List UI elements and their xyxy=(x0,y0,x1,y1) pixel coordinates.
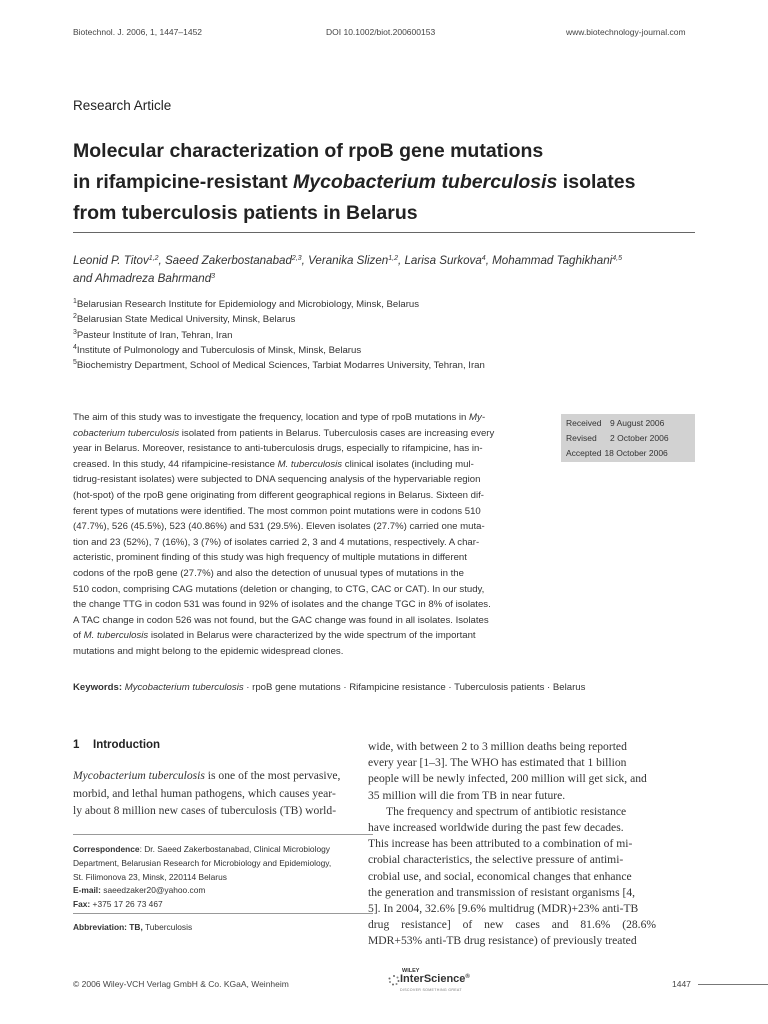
article-type: Research Article xyxy=(73,98,172,113)
affiliation-number: 2 xyxy=(73,313,77,321)
affiliation xyxy=(73,297,698,312)
body-line: The frequency and spectrum of antibiotic resistance xyxy=(386,804,627,818)
abstract-line: (hot-spot) of the rpoB gene originating from different geographical regions in Belarus. Sixteen dif- xyxy=(73,489,484,501)
separator: , xyxy=(158,254,165,267)
keywords xyxy=(73,682,698,693)
section-title: Introduction xyxy=(93,739,161,751)
body-line: morbid, and lethal human pathogens, which causes year- xyxy=(73,786,336,800)
author-affiliation: 1,2 xyxy=(148,255,159,262)
affiliation-text: Biochemistry Department, School of Medical Sciences, Tarbiat Modarres University, Tehran, Iran xyxy=(76,360,485,372)
journal-url[interactable]: www.biotechnology-journal.com xyxy=(566,27,686,37)
author: Ahmadreza Bahrmand xyxy=(95,272,212,285)
abstract-text: isolated from patients in Belarus. Tuberculosis cases are increasing every xyxy=(179,427,495,439)
body-text: is one of the most pervasive, xyxy=(204,769,341,782)
received-dates-box xyxy=(561,414,695,462)
species-name: M. tuberculosis xyxy=(83,630,149,642)
abstract xyxy=(73,410,543,660)
body-line: have increased worldwide during the past few decades. xyxy=(368,821,624,835)
body-line: 35 million will die from TB in near future. xyxy=(368,788,566,802)
species-name: My- xyxy=(469,412,486,423)
author-line-1 xyxy=(73,252,698,270)
logo-wordmark xyxy=(400,973,470,985)
author: Veranika Slizen xyxy=(308,254,389,267)
correspondence-text: : Dr. Saeed Zakerbostanabad, Clinical Microbiology xyxy=(139,844,330,854)
affiliation-number: 4 xyxy=(73,343,77,351)
author-affiliation: 4 xyxy=(481,255,486,262)
separator: , xyxy=(397,254,405,267)
affiliation xyxy=(73,328,698,343)
abstract-line: the change TTG in codon 531 was found in 92% of isolates and the change TGC in 8% of isolates. xyxy=(73,599,491,611)
abstract-text: clinical isolates (including mul- xyxy=(342,458,474,470)
affiliation-text: Institute of Pulmonology and Tuberculosis of Minsk, Minsk, Belarus xyxy=(76,344,362,356)
abstract-line: ferent types of mutations were identified. The most common point mutations were in codons 510 xyxy=(73,505,481,517)
author-affiliation: 3 xyxy=(211,273,216,280)
abstract-line: mutations and might belong to the epidemic widespread clones. xyxy=(73,645,344,657)
keyword: Mycobacterium tuberculosis xyxy=(124,682,244,693)
author: Larisa Surkova xyxy=(404,254,482,267)
abstract-line xyxy=(73,628,543,644)
author: Saeed Zakerbostanabad xyxy=(164,254,292,267)
abstract-text: of xyxy=(73,630,84,642)
footnote-divider xyxy=(73,913,373,914)
author-affiliation: 4,5 xyxy=(612,255,622,262)
abstract-line xyxy=(73,457,543,473)
abstract-line xyxy=(73,410,543,426)
abstract-line xyxy=(73,426,543,442)
footnote-divider xyxy=(73,834,373,835)
species-name: cobacterium tuberculosis xyxy=(73,427,180,439)
abbreviation-text: Tuberculosis xyxy=(142,922,193,932)
keyword-list: · rpoB gene mutations · Rifampicine resistance · Tuberculosis patients · Belarus xyxy=(243,682,586,693)
body-right-column xyxy=(368,739,698,950)
interscience-logo xyxy=(388,968,498,998)
affiliation-number: 5 xyxy=(73,359,77,367)
abbreviation-label: Abbreviation: TB, xyxy=(73,922,143,932)
affiliation-number: 3 xyxy=(73,328,77,336)
footer-rule xyxy=(698,984,768,985)
received-row xyxy=(566,418,664,428)
body-line: MDR+53% anti-TB drug resistance) of previously treated xyxy=(368,934,637,948)
dot-swirl-icon xyxy=(388,974,400,986)
title-line-1: Molecular characterization of rpoB gene mutations xyxy=(73,140,544,162)
correspondence-line: Department, Belarusian Research for Microbiology and Epidemiology, xyxy=(73,857,332,868)
revised-row xyxy=(566,433,669,443)
title-text: in rifampicine-resistant xyxy=(73,171,293,193)
separator: , xyxy=(485,254,493,267)
abstract-line: tidrug-resistant isolates) were subjected to DNA sequencing analysis of the hypervariable region xyxy=(73,474,481,486)
body-line: This increase has been attributed to a combination of mi- xyxy=(368,837,633,851)
affiliation xyxy=(73,312,698,327)
page-number: 1447 xyxy=(672,979,691,989)
body-line: crobial characteristics, the selective pressure of antimi- xyxy=(368,853,624,867)
body-line: people will be newly infected, 200 million will get sick, and xyxy=(368,772,647,786)
received-label: Received xyxy=(566,418,602,428)
article-title xyxy=(73,136,713,229)
body-line: the generation and transmission of resistant organisms [4, xyxy=(368,885,636,899)
copyright: © 2006 Wiley-VCH Verlag GmbH & Co. KGaA, Weinheim xyxy=(73,979,289,989)
correspondence-note xyxy=(73,843,373,912)
abstract-line: A TAC change in codon 526 was not found, but the GAC change was found in all isolates. Isolates xyxy=(73,614,489,626)
accepted-date: 18 October 2006 xyxy=(604,448,668,458)
body-line: drug resistance] of new cases and 81.6% (28.6% xyxy=(368,918,657,932)
title-species: Mycobacterium tuberculosis xyxy=(292,171,558,193)
separator: , xyxy=(301,254,309,267)
journal-citation: Biotechnol. J. 2006, 1, 1447–1452 xyxy=(73,27,203,37)
body-line: ly about 8 million new cases of tuberculosis (TB) world- xyxy=(73,804,337,818)
abstract-text: isolated in Belarus were characterized by the wide spectrum of the important xyxy=(148,630,476,642)
fax-number: +375 17 26 73 467 xyxy=(90,899,163,910)
received-date: 9 August 2006 xyxy=(610,418,665,428)
affiliation-text: Pasteur Institute of Iran, Tehran, Iran xyxy=(76,329,233,341)
affiliation-list xyxy=(73,297,698,373)
title-line-3: from tuberculosis patients in Belarus xyxy=(73,202,418,224)
body-line: every year [1–3]. The WHO has estimated that 1 billion xyxy=(368,756,627,770)
affiliation-text: Belarusian Research Institute for Epidemiology and Microbiology, Minsk, Belarus xyxy=(76,299,420,310)
abstract-line: tion and 23 (52%), 7 (16%), 3 (7%) of isolates carried 2, 3 and 4 mutations, respectively. A char- xyxy=(73,536,480,548)
affiliation-number: 1 xyxy=(73,298,77,305)
abstract-line: codons of the rpoB gene (27.7%) and also the detection of unusual types of mutations in the xyxy=(73,567,464,579)
species-name: M. tuberculosis xyxy=(277,458,343,470)
abstract-text: creased. In this study, 44 rifampicine-resistance xyxy=(73,458,278,470)
fax-label: Fax: xyxy=(73,899,91,910)
revised-date: 2 October 2006 xyxy=(610,433,669,443)
affiliation xyxy=(73,343,698,358)
body-line: 5]. In 2004, 32.6% [9.6% multidrug (MDR)+23% anti-TB xyxy=(368,902,639,916)
logo-tagline: DISCOVER SOMETHING GREAT xyxy=(400,988,462,992)
author: Leonid P. Titov xyxy=(73,254,149,267)
abstract-line: 510 codon, comprising CAG mutations (deletion or changing, to CTG, CAC or CAT). In our study, xyxy=(73,583,485,595)
logo-name: InterScience xyxy=(400,973,466,985)
revised-label: Revised xyxy=(566,433,597,443)
title-text: isolates xyxy=(557,171,636,193)
doi: DOI 10.1002/biot.200600153 xyxy=(326,27,436,37)
section-number: 1 xyxy=(73,739,80,751)
affiliation xyxy=(73,358,698,373)
logo-registered: ® xyxy=(465,974,470,980)
email-label: E-mail: xyxy=(73,885,101,896)
abstract-line: acteristic, prominent finding of this study was high frequency of multiple mutations in different xyxy=(73,552,467,564)
title-divider xyxy=(73,232,695,233)
email-address[interactable]: saeedzaker20@yahoo.com xyxy=(100,885,206,896)
correspondence-label: Correspondence xyxy=(73,844,140,854)
logo-wiley: WILEY xyxy=(402,968,420,974)
correspondence-email xyxy=(73,884,373,898)
body-line xyxy=(73,767,373,785)
accepted-row xyxy=(566,448,668,458)
species-name: Mycobacterium tuberculosis xyxy=(73,769,205,782)
author-affiliation: 1,2 xyxy=(388,255,398,262)
affiliation-text: Belarusian State Medical University, Minsk, Belarus xyxy=(76,314,296,326)
body-line: wide, with between 2 to 3 million deaths being reported xyxy=(368,740,627,753)
correspondence-fax xyxy=(73,898,373,912)
correspondence-line xyxy=(73,843,373,857)
author-conjunction: and xyxy=(73,272,96,285)
abstract-line: year in Belarus. Moreover, resistance to anti-tuberculosis drugs, especially to rifampicine, has in- xyxy=(73,443,483,455)
accepted-label: Accepted xyxy=(566,448,602,458)
body-left-column xyxy=(73,767,373,820)
keywords-label: Keywords: xyxy=(73,682,123,693)
title-line-2 xyxy=(73,167,713,198)
abstract-text: The aim of this study was to investigate the frequency, location and type of rpoB mutations in xyxy=(73,412,470,423)
abbreviation-note xyxy=(73,922,192,932)
author-affiliation: 2,3 xyxy=(291,255,302,262)
abstract-line: (47.7%), 526 (45.5%), 523 (40.86%) and 531 (29.5%). Eleven isolates (27.7%) carried one muta- xyxy=(73,521,485,533)
correspondence-line: St. Filimonova 23, Minsk, 220114 Belarus xyxy=(73,871,227,882)
author-list xyxy=(73,252,698,288)
author: Mohammad Taghikhani xyxy=(492,254,613,267)
author-line-2 xyxy=(73,270,698,288)
body-line: crobial use, and social, economical changes that enhance xyxy=(368,869,632,883)
